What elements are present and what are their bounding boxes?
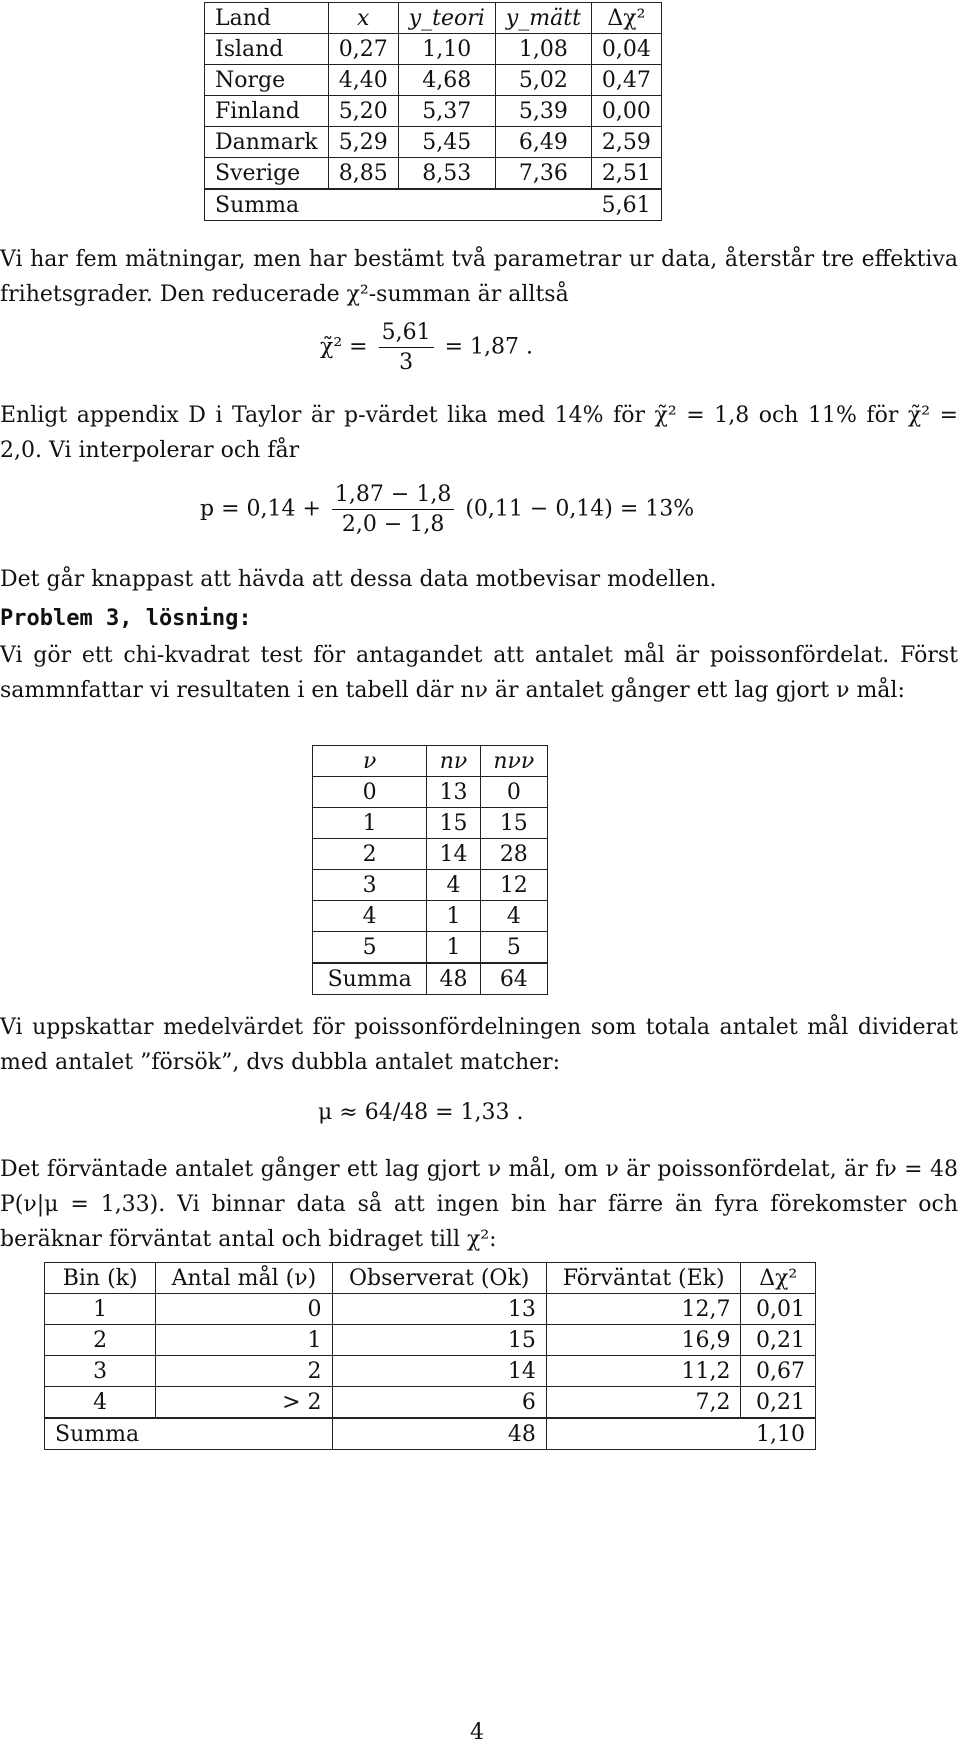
table-cell: Norge bbox=[205, 65, 329, 96]
sum-label: Summa bbox=[205, 189, 329, 221]
table-cell: 16,9 bbox=[546, 1325, 741, 1356]
table-row bbox=[205, 127, 662, 158]
equation-rhs: = 1,87 . bbox=[444, 334, 533, 360]
sum-label: Summa bbox=[45, 1418, 156, 1450]
table-cell: 5,45 bbox=[398, 127, 495, 158]
table-cell: 5,02 bbox=[495, 65, 591, 96]
table-cell: 0,47 bbox=[591, 65, 661, 96]
table-cell: 5,29 bbox=[328, 127, 398, 158]
col-header-observed: Observerat (Ok) bbox=[332, 1263, 546, 1294]
paragraph-mean-estimate: Vi uppskattar medelvärdet för poissonfördelningen som totala antalet mål dividerat med antalet ”försök”, dvs dubbla antalet matcher: bbox=[0, 1015, 958, 1075]
table-cell: 5 bbox=[480, 932, 547, 964]
table-cell: 4 bbox=[480, 901, 547, 932]
table-cell: Sverige bbox=[205, 158, 329, 190]
table-row bbox=[45, 1356, 816, 1387]
table-row bbox=[205, 34, 662, 65]
empty-cell bbox=[156, 1418, 332, 1450]
sum-value: 5,61 bbox=[591, 189, 661, 221]
table-cell: 64 bbox=[480, 963, 547, 995]
table-cell: 2,51 bbox=[591, 158, 661, 190]
table-cell: 0,21 bbox=[741, 1325, 816, 1356]
table-cell: 13 bbox=[332, 1294, 546, 1325]
table-cell: 0,67 bbox=[741, 1356, 816, 1387]
table-cell: 5 bbox=[313, 932, 427, 964]
col-header-antal: Antal mål (ν) bbox=[156, 1263, 332, 1294]
fraction-numerator: 1,87 − 1,8 bbox=[332, 482, 454, 510]
paragraph-problem3: Vi gör ett chi-kvadrat test för antagandet att antalet mål är poissonfördelat. Först sammnfattar vi resultaten i en tabell där nν är antalet gånger ett lag gjort ν mål: bbox=[0, 643, 958, 703]
table-cell: 4 bbox=[427, 870, 480, 901]
col-header-delta-chi: Δχ² bbox=[591, 3, 661, 34]
table-cell: 1 bbox=[45, 1294, 156, 1325]
table-cell: 1,08 bbox=[495, 34, 591, 65]
table-cell: 15 bbox=[480, 808, 547, 839]
table-cell: 3 bbox=[45, 1356, 156, 1387]
equation-interpolation bbox=[200, 482, 694, 537]
table-cell: 15 bbox=[427, 808, 480, 839]
sum-observed: 48 bbox=[332, 1418, 546, 1450]
table-cell: 0,04 bbox=[591, 34, 661, 65]
table-cell: 0,27 bbox=[328, 34, 398, 65]
table-cell: 1 bbox=[156, 1325, 332, 1356]
equation-lhs: p = 0,14 + bbox=[200, 496, 321, 522]
table-row bbox=[45, 1294, 816, 1325]
table-cell: 2 bbox=[156, 1356, 332, 1387]
table-cell: 0,00 bbox=[591, 96, 661, 127]
empty-cell bbox=[495, 189, 591, 221]
table-row bbox=[313, 901, 548, 932]
table-cell: 3 bbox=[313, 870, 427, 901]
col-header-n-nu-nu: nνν bbox=[480, 746, 547, 777]
table-cell: 15 bbox=[332, 1325, 546, 1356]
fraction-denominator: 2,0 − 1,8 bbox=[341, 512, 445, 537]
table-cell: 4 bbox=[45, 1387, 156, 1419]
table-cell: 4 bbox=[313, 901, 427, 932]
table-cell: Danmark bbox=[205, 127, 329, 158]
table-cell: 14 bbox=[427, 839, 480, 870]
col-header-expected: Förväntat (Ek) bbox=[546, 1263, 741, 1294]
equation-lhs: χ̃² = bbox=[320, 334, 368, 360]
col-header-n-nu: nν bbox=[427, 746, 480, 777]
empty-cell bbox=[328, 189, 398, 221]
col-header-x: x bbox=[328, 3, 398, 34]
table-cell: 12 bbox=[480, 870, 547, 901]
equation-rhs: (0,11 − 0,14) = 13% bbox=[465, 496, 695, 522]
table-cell: 1,10 bbox=[398, 34, 495, 65]
country-table bbox=[204, 2, 662, 221]
table-sum-row bbox=[45, 1418, 816, 1450]
table-row bbox=[205, 96, 662, 127]
table-sum-row bbox=[205, 189, 662, 221]
table-cell: 0 bbox=[156, 1294, 332, 1325]
table-cell: 6,49 bbox=[495, 127, 591, 158]
table-row bbox=[205, 158, 662, 190]
table-header-row bbox=[45, 1263, 816, 1294]
table-cell: 5,39 bbox=[495, 96, 591, 127]
empty-cell bbox=[398, 189, 495, 221]
table-cell: 0,01 bbox=[741, 1294, 816, 1325]
sum-chi: 1,10 bbox=[741, 1418, 816, 1450]
table-cell: 14 bbox=[332, 1356, 546, 1387]
table-cell: 1 bbox=[427, 932, 480, 964]
table-cell: 1 bbox=[313, 808, 427, 839]
col-header-delta-chi: Δχ² bbox=[741, 1263, 816, 1294]
table-row bbox=[45, 1325, 816, 1356]
table-cell: 5,37 bbox=[398, 96, 495, 127]
table-cell: 7,2 bbox=[546, 1387, 741, 1419]
table-row bbox=[205, 65, 662, 96]
fraction-denominator: 3 bbox=[399, 350, 414, 375]
table-sum-row bbox=[313, 963, 548, 995]
col-header-y-matt: y_mätt bbox=[495, 3, 591, 34]
table-cell: 4,68 bbox=[398, 65, 495, 96]
col-header-land: Land bbox=[205, 3, 329, 34]
paragraph-dof: Vi har fem mätningar, men har bestämt två parametrar ur data, återstår tre effektiva frihetsgrader. Den reducerade χ²-summan är alltså bbox=[0, 247, 958, 307]
equation-mu: μ ≈ 64/48 = 1,33 . bbox=[318, 1100, 524, 1125]
table-cell: 11,2 bbox=[546, 1356, 741, 1387]
table-cell: 1 bbox=[427, 901, 480, 932]
table-cell: 0 bbox=[313, 777, 427, 808]
col-header-bin: Bin (k) bbox=[45, 1263, 156, 1294]
page-number: 4 bbox=[470, 1720, 484, 1745]
table-header-row bbox=[313, 746, 548, 777]
table-cell: 2,59 bbox=[591, 127, 661, 158]
fraction-numerator: 5,61 bbox=[379, 320, 434, 348]
table-cell: 13 bbox=[427, 777, 480, 808]
paragraph-appendix: Enligt appendix D i Taylor är p-värdet lika med 14% för χ̃² = 1,8 och 11% för χ̃² = 2,0. Vi interpolerar och får bbox=[0, 403, 958, 463]
table-cell: Island bbox=[205, 34, 329, 65]
equation-reduced-chi bbox=[320, 320, 533, 375]
table-cell: 28 bbox=[480, 839, 547, 870]
table-cell: > 2 bbox=[156, 1387, 332, 1419]
table-cell: 6 bbox=[332, 1387, 546, 1419]
table-cell: 2 bbox=[45, 1325, 156, 1356]
table-cell: Finland bbox=[205, 96, 329, 127]
fraction bbox=[379, 320, 434, 375]
table-cell: 48 bbox=[427, 963, 480, 995]
paragraph-conclusion: Det går knappast att hävda att dessa data motbevisar modellen. bbox=[0, 567, 717, 592]
problem-heading: Problem 3, lösning: bbox=[0, 606, 252, 631]
table-cell: 0 bbox=[480, 777, 547, 808]
fraction bbox=[332, 482, 454, 537]
table-cell: 4,40 bbox=[328, 65, 398, 96]
table-row bbox=[313, 777, 548, 808]
table-cell: 12,7 bbox=[546, 1294, 741, 1325]
table-cell: Summa bbox=[313, 963, 427, 995]
table-row bbox=[313, 932, 548, 964]
empty-cell bbox=[546, 1418, 741, 1450]
col-header-nu: ν bbox=[313, 746, 427, 777]
binned-table bbox=[44, 1262, 816, 1450]
table-cell: 0,21 bbox=[741, 1387, 816, 1419]
table-cell: 8,53 bbox=[398, 158, 495, 190]
paragraph-expected: Det förväntade antalet gånger ett lag gjort ν mål, om ν är poissonfördelat, är fν = 48 P(ν|μ = 1,33). Vi binnar data så att ingen bin har färre än fyra förekomster och beräknar förväntat antal och bidraget till χ²: bbox=[0, 1157, 958, 1252]
goals-table bbox=[312, 745, 548, 995]
table-cell: 2 bbox=[313, 839, 427, 870]
table-cell: 5,20 bbox=[328, 96, 398, 127]
table-cell: 8,85 bbox=[328, 158, 398, 190]
table-cell: 7,36 bbox=[495, 158, 591, 190]
table-row bbox=[313, 870, 548, 901]
table-row bbox=[313, 808, 548, 839]
table-header-row bbox=[205, 3, 662, 34]
table-row bbox=[45, 1387, 816, 1419]
col-header-y-teori: y_teori bbox=[398, 3, 495, 34]
table-row bbox=[313, 839, 548, 870]
